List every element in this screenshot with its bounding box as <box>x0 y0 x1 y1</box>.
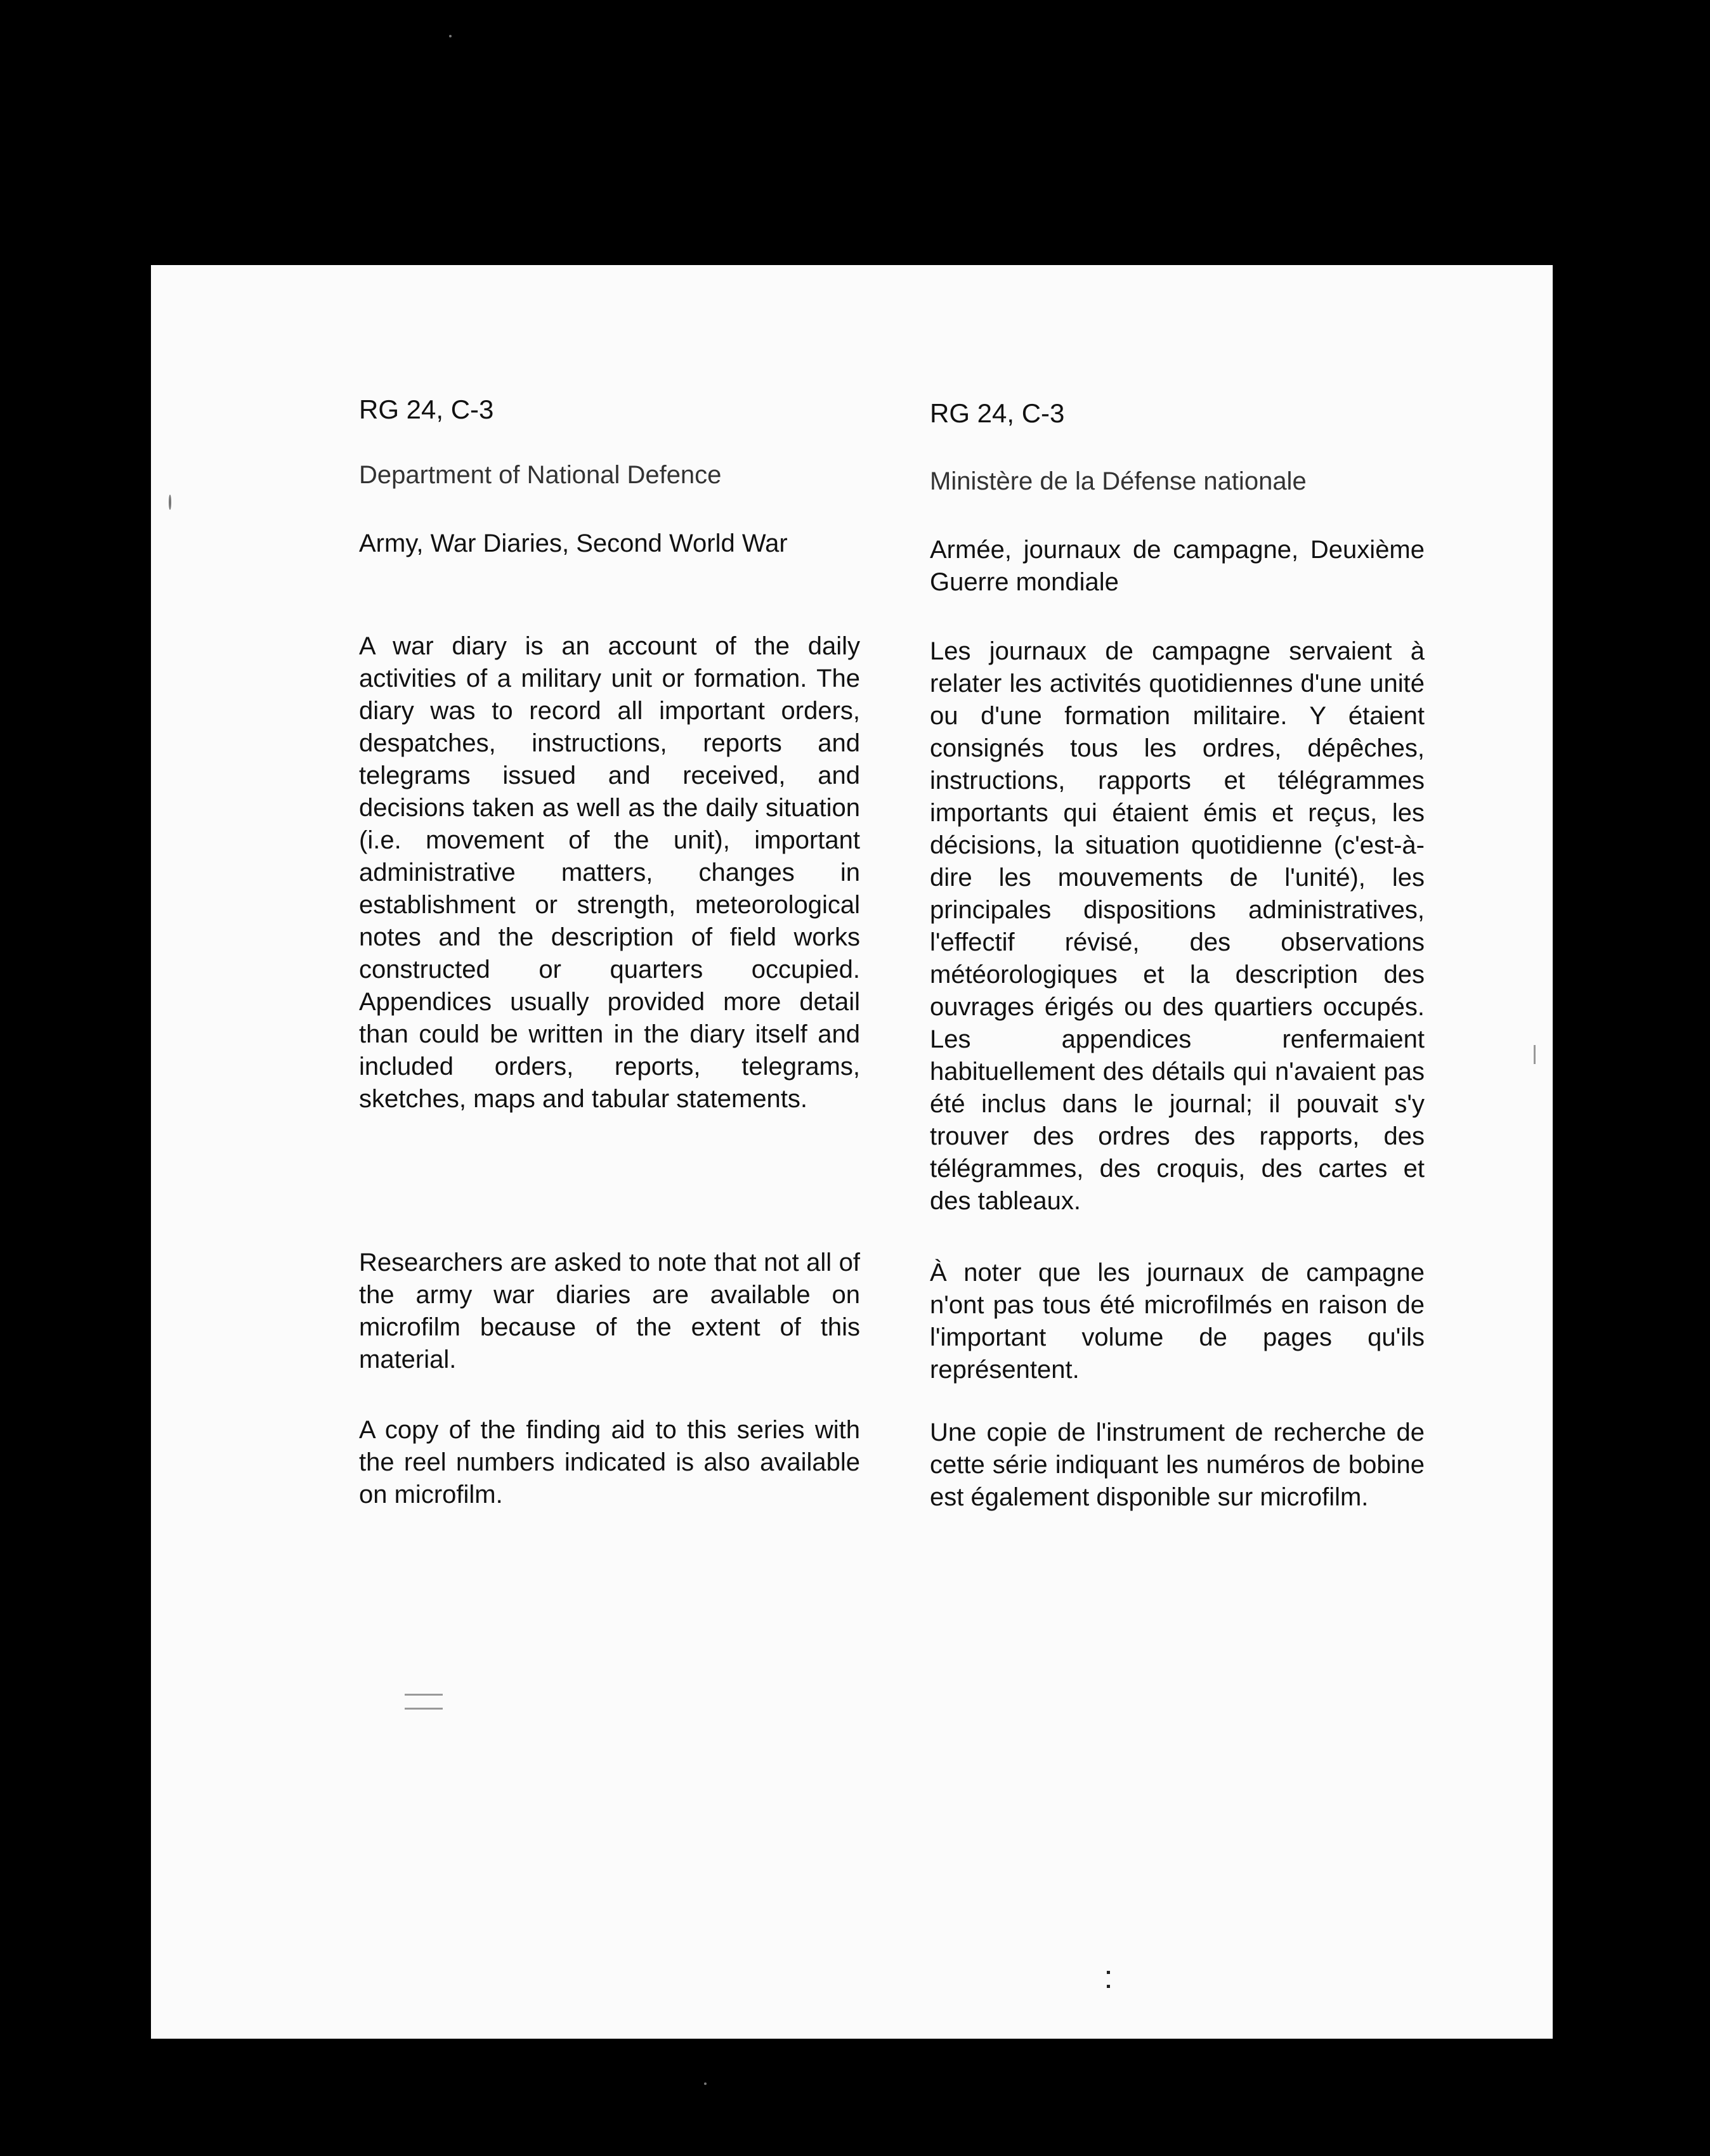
border-dot-top <box>449 35 452 37</box>
french-department: Ministère de la Défense nationale <box>930 467 1307 495</box>
english-department: Department of National Defence <box>359 461 722 489</box>
scan-mark-top <box>405 1694 443 1696</box>
document-page <box>151 265 1553 2039</box>
english-series-title: Army, War Diaries, Second World War <box>359 529 788 557</box>
english-paragraph-1: A war diary is an account of the daily activities of a military unit or formation. The diary was to record all important orders, despatches, instructions, reports and telegrams issued and received, and decisions taken as well as the daily situation (i.e. movement of the unit), important administrative matters, changes in establishment or strength, meteorological notes and the description of field works constructed or quarters occupied. Appendices usually provided more detail than could be written in the diary itself and included orders, reports, telegrams, sketches, maps and tabular statements. <box>359 632 860 1113</box>
french-paragraph-3: Une copie de l'instrument de recherche de cette série indiquant les numéros de bobine est également disponible sur microfilm. <box>930 1419 1425 1511</box>
french-reference: RG 24, C-3 <box>930 398 1065 428</box>
border-mark-left <box>169 495 171 510</box>
english-description <box>359 630 860 1115</box>
english-reference: RG 24, C-3 <box>359 394 494 424</box>
scan-line-right <box>1534 1045 1536 1064</box>
english-note <box>359 1247 860 1376</box>
scan-dot-1 <box>1107 1971 1110 1974</box>
english-paragraph-2: Researchers are asked to note that not all of the army war diaries are available on microfilm because of the extent of this material. <box>359 1249 860 1373</box>
french-series-title <box>930 534 1425 599</box>
french-series-title-text: Armée, journaux de campagne, Deuxième Guerre mondiale <box>930 536 1425 596</box>
english-paragraph-3: A copy of the finding aid to this series with the reel numbers indicated is also available on microfilm. <box>359 1416 860 1509</box>
scan-mark-bottom <box>405 1708 443 1710</box>
french-paragraph-2: À noter que les journaux de campagne n'ont pas tous été microfilmés en raison de l'important volume de pages qu'ils représentent. <box>930 1259 1425 1384</box>
scan-dot-2 <box>1107 1985 1110 1988</box>
french-note <box>930 1257 1425 1386</box>
border-dot-bottom <box>704 2082 707 2085</box>
french-description <box>930 635 1425 1218</box>
french-paragraph-1: Les journaux de campagne servaient à relater les activités quotidiennes d'une unité ou d'une formation militaire. Y étaient consignés tous les ordres, dépêches, instructions, rapports et télégrammes importants qui étaient émis et reçus, les décisions, la situation quotidienne (c'est-à-dire les mouvements de l'unité), les principales dispositions administratives, l'effectif révisé, des observations météorologiques et la description des ouvrages érigés ou des quartiers occupés. Les appendices renfermaient habituellement des détails qui n'avaient pas été inclus dans le journal; il pouvait s'y trouver des ordres des rapports, des télégrammes, des croquis, des cartes et des tableaux. <box>930 637 1425 1215</box>
french-finding-aid <box>930 1417 1425 1514</box>
english-finding-aid <box>359 1414 860 1511</box>
